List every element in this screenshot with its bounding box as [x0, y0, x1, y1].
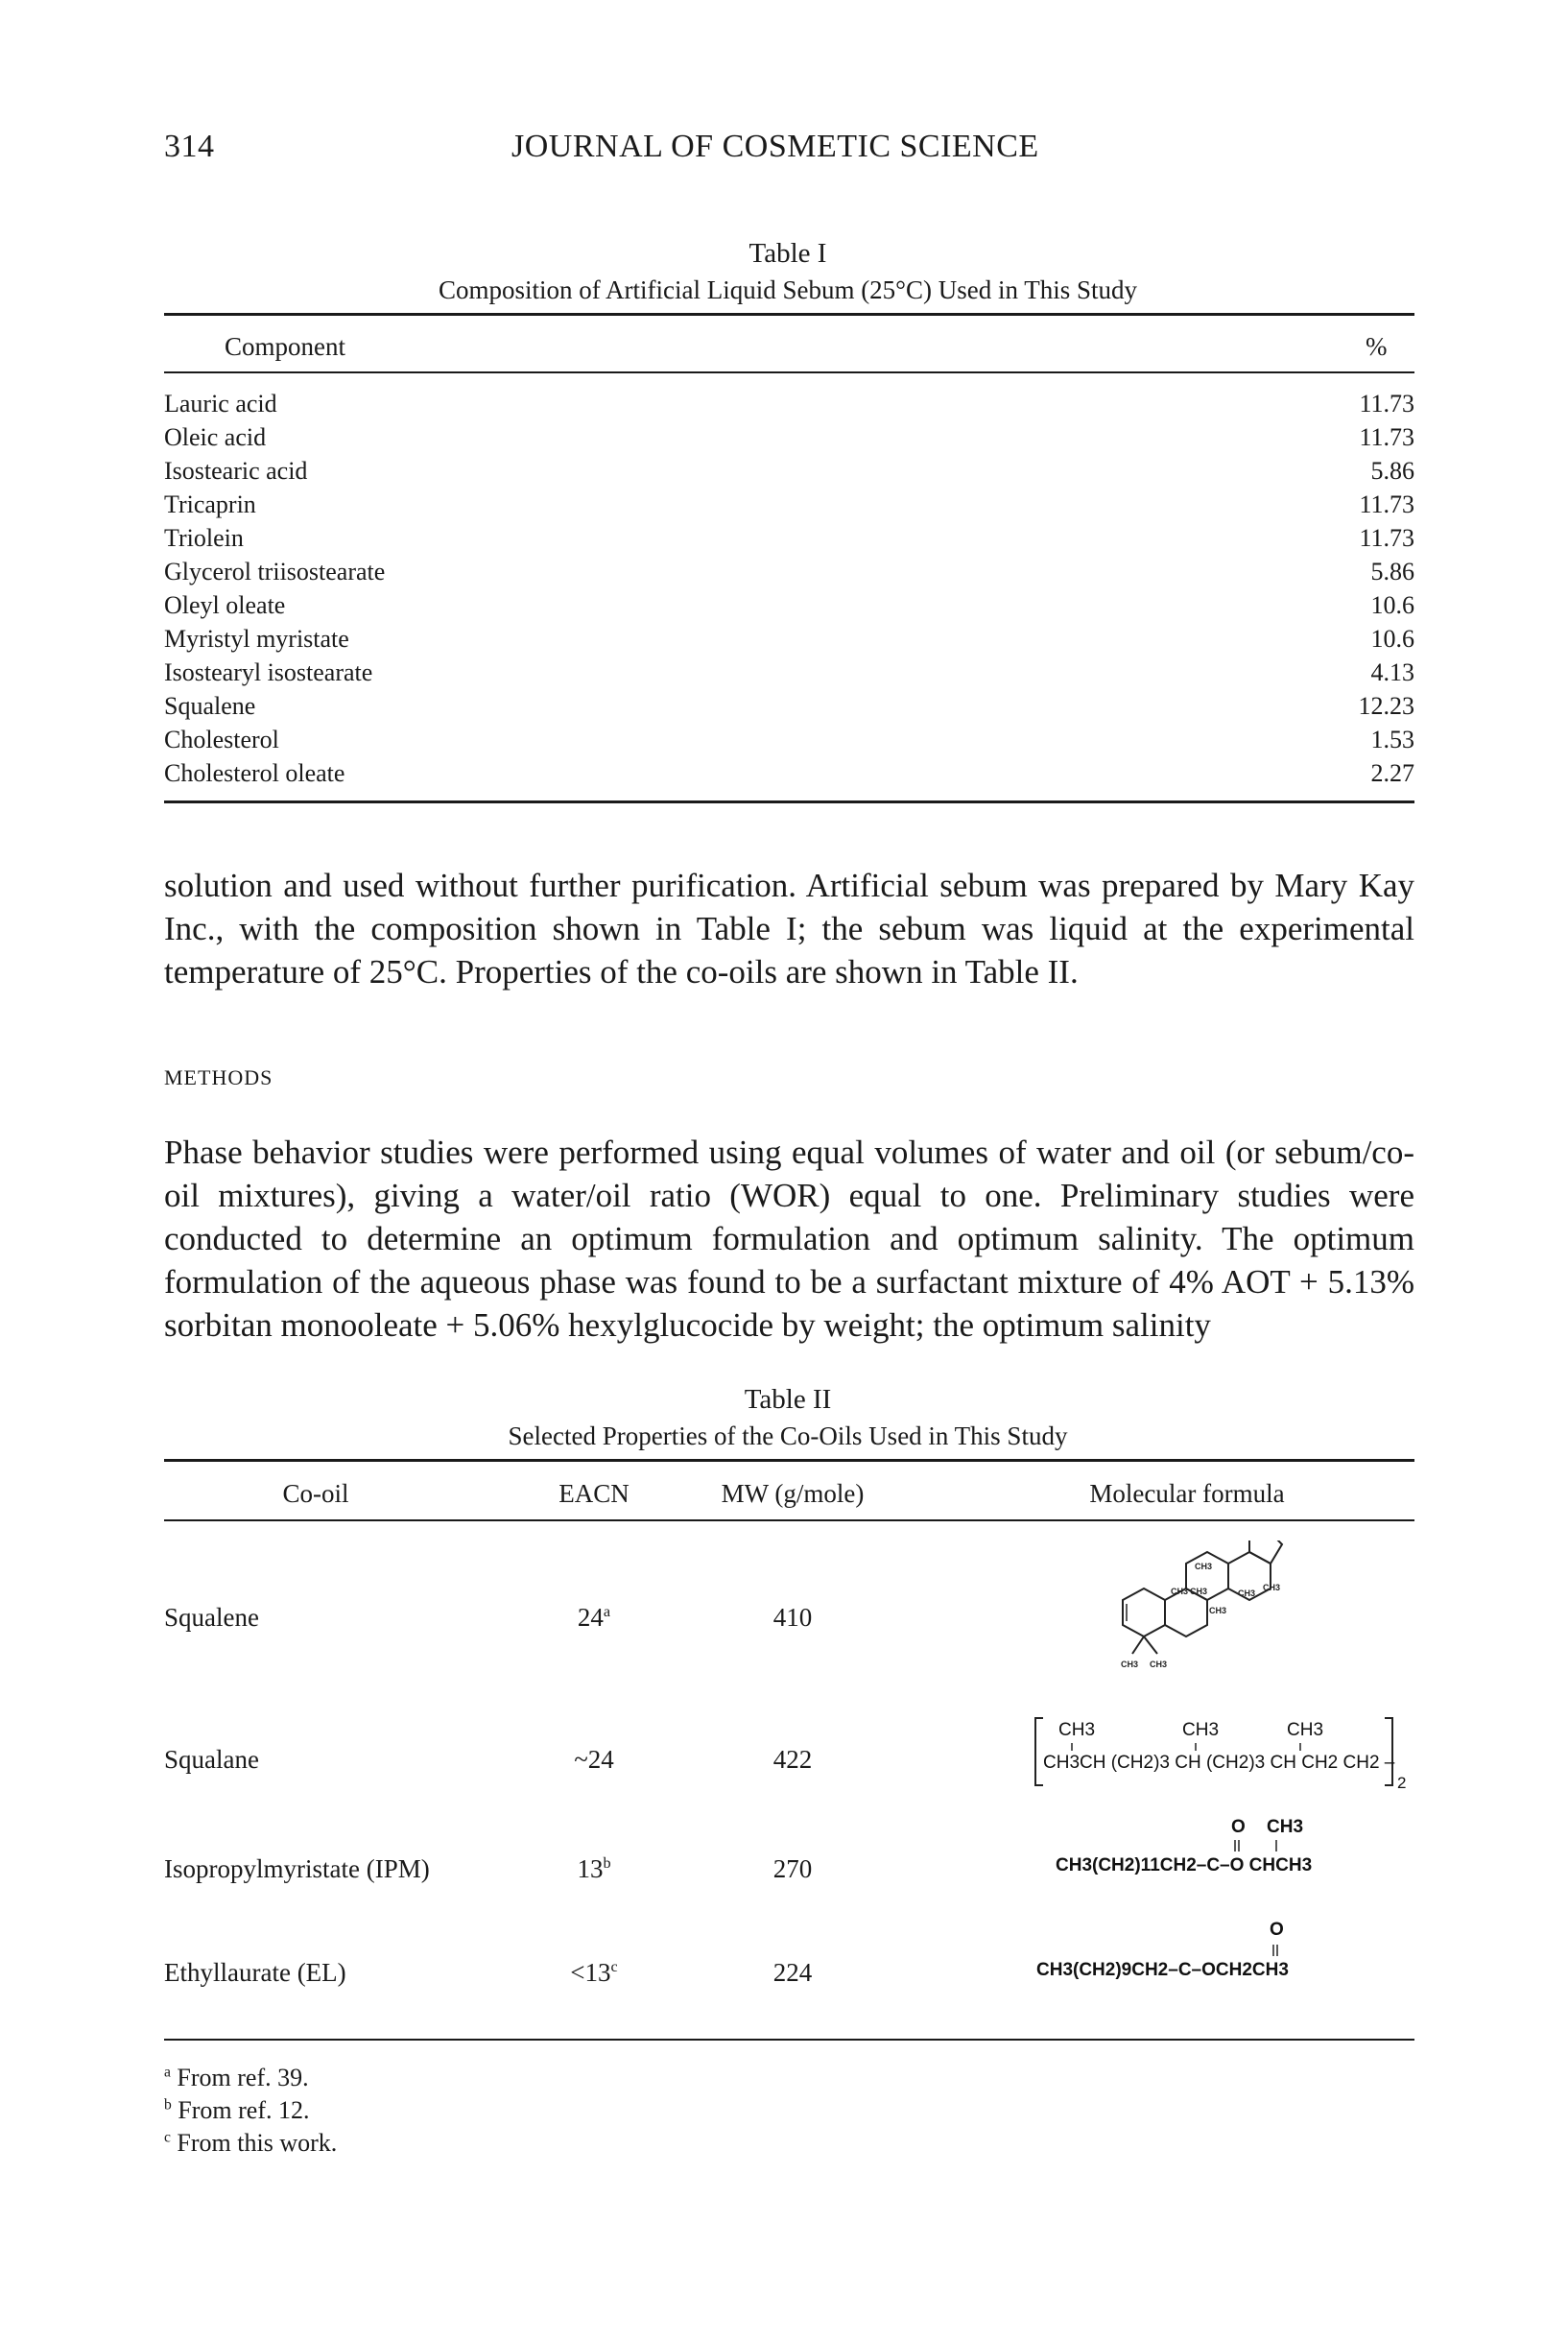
- footnote-b: $^b$ From ref. 12.: [164, 2096, 310, 2124]
- table2-number: Table II: [744, 1384, 832, 1415]
- squalene-methyl-label-4: CH3: [1209, 1606, 1227, 1615]
- table1-caption: [164, 238, 1412, 305]
- table1-row: [164, 387, 1414, 420]
- table2-eacn-squalane: ~24: [574, 1745, 614, 1774]
- table1-component-percent: 11.73: [1359, 423, 1414, 451]
- table1-row: [164, 723, 1414, 756]
- table2-coil-squalane: Squalane: [164, 1745, 259, 1774]
- squalene-structure-drawing: [1094, 1541, 1315, 1675]
- table1-row: [164, 488, 1414, 521]
- el-carbonyl-o: O: [1270, 1920, 1284, 1940]
- table1-row: [164, 656, 1414, 689]
- squalane-chain: CH3CH (CH2)3 CH (CH2)3 CH CH2 CH2 –: [1043, 1753, 1395, 1773]
- table1-row: [164, 689, 1414, 723]
- table1-component-name: Oleyl oleate: [164, 591, 286, 619]
- table1-number: Table I: [748, 238, 827, 269]
- el-bonds: [1036, 1941, 1363, 1960]
- table1-component-name: Tricaprin: [164, 490, 256, 518]
- footnote-a: $^a$ From ref. 39.: [164, 2064, 309, 2091]
- table1-component-percent: 1.53: [1370, 726, 1414, 753]
- table1-component-percent: 10.6: [1370, 625, 1414, 653]
- table1-component-percent: 5.86: [1370, 457, 1414, 485]
- squalane-formula: [1033, 1714, 1408, 1797]
- squalane-ch3-2: CH3: [1182, 1720, 1220, 1740]
- table1-component-name: Myristyl myristate: [164, 625, 349, 653]
- el-formula: [1036, 1920, 1363, 1998]
- table2-eacn-el: $<13^c$: [570, 1958, 618, 1987]
- ipm-carbonyl-o: O: [1231, 1817, 1246, 1837]
- table1-row: [164, 622, 1414, 656]
- table1-row: [164, 588, 1414, 622]
- table1-top-rule: [164, 313, 1414, 316]
- paragraph-sebum: solution and used without further purification. Artificial sebum was prepared by Mary Kay Inc., with the composition shown in Table I; the sebum was liquid at the experimental temperature of 25°C. Properties of the co-oils are shown in Table II.: [164, 867, 1414, 991]
- table1-row: [164, 555, 1414, 588]
- squalene-methyl-label-7: CH3: [1121, 1660, 1139, 1669]
- journal-title: JOURNAL OF COSMETIC SCIENCE: [511, 129, 1039, 164]
- squalane-subscript: 2: [1397, 1774, 1407, 1792]
- table2-bottom-rule: [164, 2039, 1414, 2041]
- paragraph-methods: Phase behavior studies were performed using equal volumes of water and oil (or sebum/co-oil mixtures), giving a water/oil ratio (WOR) equal to one. Preliminary studies were conducted to determine an optimum formulation and optimum salinity. The optimum formulation of the aqueous phase was found to be a surfactant mixture of 4% AOT + 5.13% sorbitan monooleate + 5.06% hexylglucocide by weight; the optimum salinity: [164, 1134, 1414, 1344]
- table1-component-name: Squalene: [164, 692, 256, 720]
- table1-component-percent: 2.27: [1370, 759, 1414, 787]
- table1-component-percent: 11.73: [1359, 524, 1414, 552]
- page-number: 314: [164, 129, 215, 164]
- table2-eacn-ipm: 13$^b$: [577, 1854, 611, 1883]
- table1-bottom-rule: [164, 800, 1414, 803]
- table1-row: [164, 521, 1414, 555]
- ipm-main: CH3(CH2)11CH2–C–O CHCH3: [1056, 1855, 1313, 1875]
- table2-top-rule: [164, 1459, 1414, 1462]
- table2-mw-ipm: 270: [772, 1854, 813, 1883]
- footnote-c: $^c$ From this work.: [164, 2129, 338, 2157]
- methods-heading: METHODS: [164, 1065, 273, 1089]
- table2-header-rule: [164, 1519, 1414, 1521]
- table2-header-eacn: EACN: [558, 1479, 630, 1508]
- table2-caption: [164, 1384, 1412, 1451]
- table2-mw-squalane: 422: [772, 1745, 813, 1774]
- table2-header-coil: Co-oil: [282, 1479, 349, 1508]
- table1-title: Composition of Artificial Liquid Sebum (25°C) Used in This Study: [438, 275, 1138, 304]
- table1-header-rule: [164, 371, 1414, 373]
- ipm-ch3: CH3: [1267, 1817, 1304, 1837]
- table2-mw-el: 224: [772, 1958, 813, 1987]
- table1-component-name: Triolein: [164, 524, 244, 552]
- table2-footnotes: [164, 2062, 337, 2160]
- table2-header-formula: Molecular formula: [1089, 1479, 1285, 1508]
- squalene-methyl-label-8: CH3: [1150, 1660, 1168, 1669]
- table1-component-percent: 4.13: [1370, 658, 1414, 686]
- table2-coil-el: Ethyllaurate (EL): [164, 1958, 346, 1987]
- table2-coil-squalene: Squalene: [164, 1603, 259, 1632]
- table2-eacn-squalene: 24$^a$: [577, 1603, 611, 1632]
- table1-component-name: Lauric acid: [164, 390, 277, 418]
- table2-mw-squalene: 410: [772, 1603, 813, 1632]
- squalene-methyl-label-1: CH3: [1195, 1562, 1213, 1571]
- table1-component-percent: 12.23: [1358, 692, 1414, 720]
- table2-coil-ipm: Isopropylmyristate (IPM): [164, 1854, 430, 1883]
- table1-component-percent: 5.86: [1370, 558, 1414, 585]
- ipm-bonds: [1056, 1836, 1363, 1855]
- table1-header-component: Component: [225, 332, 345, 361]
- squalene-methyl-label-5: CH3: [1238, 1589, 1256, 1598]
- table1-header-percent: %: [1366, 332, 1388, 361]
- table1-row: [164, 454, 1414, 488]
- squalene-methyl-label-3: CH3: [1190, 1587, 1208, 1596]
- ipm-formula: [1056, 1817, 1363, 1894]
- table1-component-name: Cholesterol oleate: [164, 759, 345, 787]
- squalene-methyl-label-6: CH3: [1263, 1583, 1281, 1592]
- table1-component-percent: 11.73: [1359, 490, 1414, 518]
- table1-component-percent: 10.6: [1370, 591, 1414, 619]
- el-main: CH3(CH2)9CH2–C–OCH2CH3: [1036, 1960, 1289, 1980]
- table1-component-name: Glycerol triisostearate: [164, 558, 386, 585]
- table1-component-name: Oleic acid: [164, 423, 267, 451]
- table1-component-percent: 11.73: [1359, 390, 1414, 418]
- squalane-ch3-1: CH3: [1058, 1720, 1096, 1740]
- table1-row: [164, 756, 1414, 790]
- squalene-methyl-label-2: CH3: [1171, 1587, 1189, 1596]
- table1-row: [164, 420, 1414, 454]
- squalane-ch3-3: CH3: [1287, 1720, 1324, 1740]
- table1-component-name: Isostearyl isostearate: [164, 658, 373, 686]
- table2-header-mw: MW (g/mole): [721, 1479, 865, 1508]
- table1-component-name: Cholesterol: [164, 726, 279, 753]
- table1-component-name: Isostearic acid: [164, 457, 308, 485]
- table2-title: Selected Properties of the Co-Oils Used in This Study: [508, 1421, 1068, 1450]
